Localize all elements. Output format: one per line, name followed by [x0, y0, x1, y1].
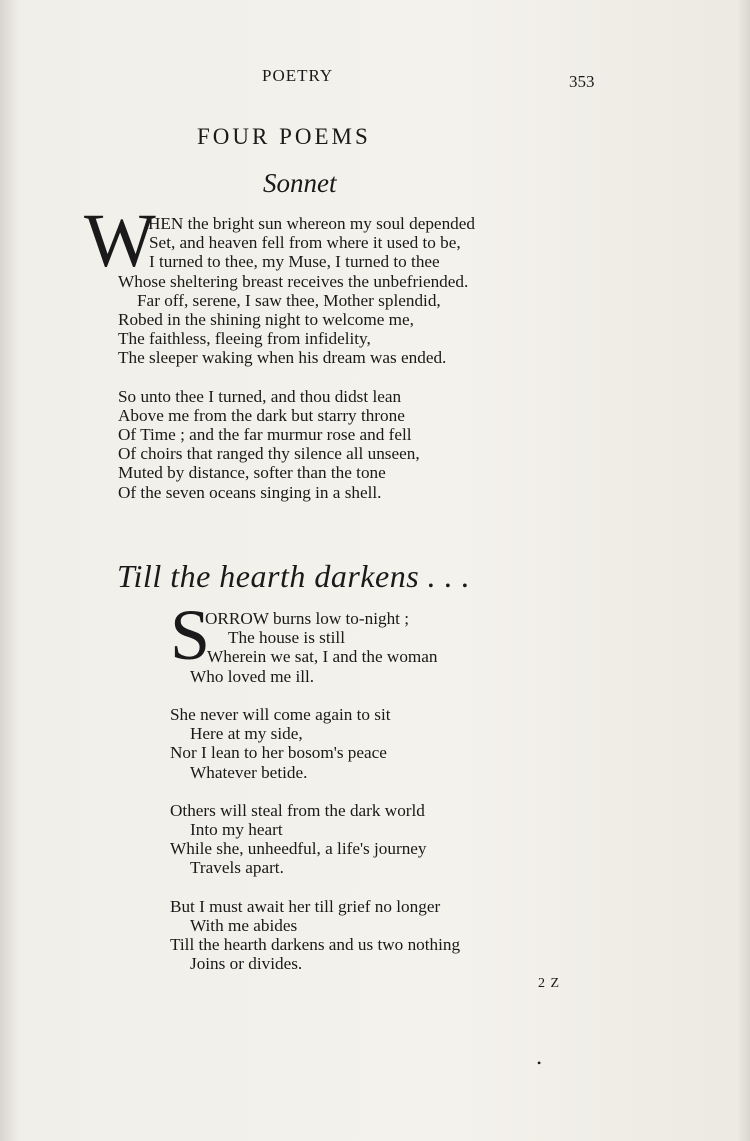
poem-line: Wherein we sat, I and the woman: [207, 647, 438, 667]
poem-line: Joins or divides.: [190, 954, 303, 974]
poem-line: ORROW burns low to-night ;: [205, 609, 410, 628]
poem-line: Whose sheltering breast receives the unbefriended.: [118, 271, 469, 291]
stanza-break: [118, 368, 475, 387]
till-title: Till the hearth darkens . . .: [117, 558, 471, 594]
running-head: POETRY: [262, 66, 334, 85]
poem-line: Whatever betide.: [190, 762, 308, 782]
poem-line: Here at my side,: [190, 724, 303, 744]
till-drop-cap: S: [170, 595, 211, 675]
poem-line: I turned to thee, my Muse, I turned to thee: [149, 252, 440, 272]
poem-line: While she, unheedful, a life's journey: [170, 839, 427, 859]
stanza-break: [170, 686, 460, 705]
poem-line: Nor I lean to her bosom's peace: [170, 743, 387, 763]
sonnet-body: [118, 214, 475, 502]
poem-line: Of choirs that ranged thy silence all unseen,: [118, 444, 420, 464]
till-body: [170, 609, 460, 974]
poem-line: The sleeper waking when his dream was ended.: [118, 348, 447, 368]
poem-line: Travels apart.: [190, 858, 284, 878]
poem-line: She never will come again to sit: [170, 704, 391, 724]
poem-line: Far off, serene, I saw thee, Mother splendid,: [137, 290, 441, 310]
poem-line: Robed in the shining night to welcome me,: [118, 309, 414, 329]
poem-line: But I must await her till grief no longer: [170, 896, 441, 916]
poem-line: The faithless, fleeing from infidelity,: [118, 329, 371, 349]
poem-line: Above me from the dark but starry throne: [118, 405, 405, 425]
poem-line: With me abides: [190, 916, 298, 935]
poem-line: Of Time ; and the far murmur rose and fell: [118, 425, 412, 445]
dot-mark: •: [537, 1056, 542, 1070]
sonnet-drop-cap: W: [84, 199, 156, 283]
poem-line: So unto thee I turned, and thou didst lean: [118, 386, 402, 406]
stanza-break: [170, 782, 460, 801]
poem-line: Set, and heaven fell from where it used to be,: [149, 233, 461, 253]
poem-line: Who loved me ill.: [190, 666, 315, 686]
poem-line: Of the seven oceans singing in a shell.: [118, 482, 382, 502]
poem-line: Into my heart: [190, 820, 283, 840]
page-number: 353: [569, 72, 595, 91]
collection-title: FOUR POEMS: [197, 124, 371, 149]
sonnet-title: Sonnet: [263, 168, 337, 198]
stanza-break: [170, 878, 460, 897]
poem-line: Muted by distance, softer than the tone: [118, 463, 386, 483]
page-edge: [736, 0, 750, 1141]
signature-mark: 2 Z: [538, 976, 561, 991]
poem-line: Others will steal from the dark world: [170, 800, 425, 820]
poem-line: Till the hearth darkens and us two nothing: [170, 935, 461, 955]
poem-line: The house is still: [228, 628, 345, 648]
poem-line: HEN the bright sun whereon my soul depended: [148, 214, 475, 233]
